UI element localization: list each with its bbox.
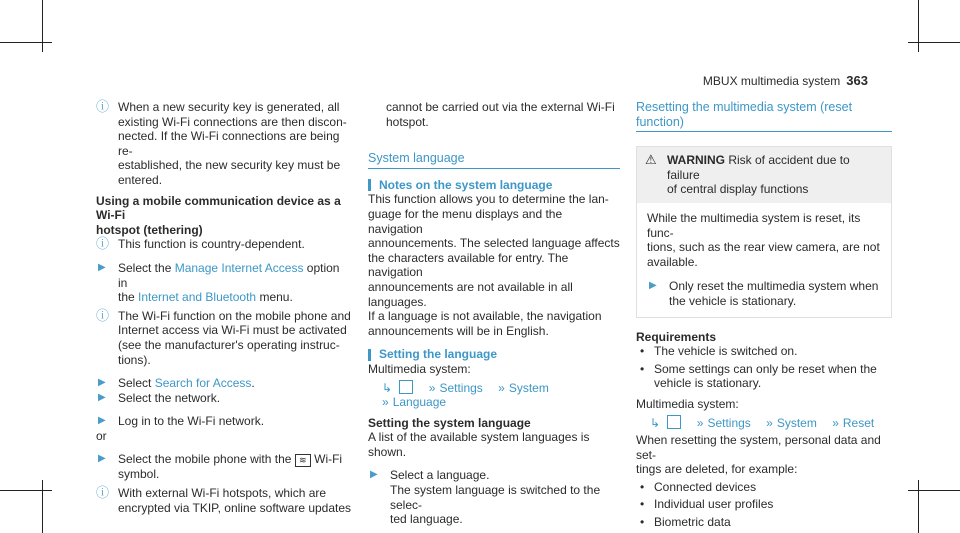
bullet-icon: • [640,497,645,512]
subsection-title [368,347,620,362]
requirements-heading: Requirements [636,329,717,344]
reset-paragraph [636,433,892,477]
crop-mark [908,42,960,43]
step-arrow-icon: ▶ [98,261,106,273]
crop-mark [918,480,919,533]
text: Select the mobile phone with the [118,452,295,467]
info-icon: ⓘ [96,485,110,501]
text: menu. [256,290,293,305]
list-item [636,344,892,359]
step-arrow-icon: ▶ [98,391,106,403]
text-line: nected. If the Wi‑Fi connections are being re- [118,129,340,158]
text-line: While the multimedia system is reset, its func- [647,210,861,240]
double-chevron-icon: » [832,415,839,430]
crop-mark [42,0,43,52]
text-line: Select a language. [390,468,490,483]
text-line: The system language is switched to the selec- [390,483,601,512]
header-title: MBUX multimedia system [702,74,841,88]
warning-box [636,146,892,317]
column-middle [368,100,620,527]
step [96,391,352,406]
text-line: When a new security key is generated, all [118,100,340,114]
menu-option-link[interactable]: Search for Access [154,376,252,391]
heading-line: hotspot (tethering) [96,222,203,237]
warning-icon: ⚠ [645,152,657,168]
section-heading [96,194,352,238]
warning-header [637,147,891,203]
menu-path [636,415,892,431]
text-line: When resetting the system, personal data and set- [636,433,881,462]
crop-mark [0,490,52,491]
warning-label: WARNING [667,153,725,168]
text-line: established, the new security key must be [118,158,341,173]
text-line: (see the manufacturer's operating instruc- [118,337,340,352]
path-item-settings[interactable]: Settings [707,415,751,430]
double-chevron-icon: » [696,415,704,430]
step [96,376,352,391]
double-chevron-icon: » [382,395,389,410]
multimedia-label: Multimedia system: [636,396,739,411]
crop-mark [918,0,919,52]
page-number: 363 [846,73,868,88]
text: Select the network. [118,390,221,405]
column-left [96,100,352,515]
text: Wi‑Fi [310,452,343,467]
text-line: encrypted via TKIP, online software updates [118,500,352,515]
step [96,261,352,305]
text-line: With external Wi‑Fi hotspots, which are [118,486,327,501]
text-line: A list of the available system languages is shown. [368,430,590,459]
text: the [118,290,139,305]
path-item-system[interactable]: System [776,415,817,430]
title-bar [368,349,371,361]
path-item-system[interactable]: System [508,380,549,395]
text-line: available. [647,254,698,269]
section-title: Resetting the multimedia system (reset function) [636,100,892,132]
home-icon [667,415,681,429]
text-line: of central display functions [667,182,809,197]
subsection-title [368,178,620,193]
list-item [636,362,892,391]
text-line: cannot be carried out via the external Wi‑Fi [386,100,615,114]
menu-path [368,380,620,396]
text-line: the characters available for entry. The navigation [368,250,569,280]
path-item-reset[interactable]: Reset [842,415,875,430]
double-chevron-icon: » [766,415,773,430]
notes-paragraph [368,192,620,338]
heading-line: Using a mobile communication device as a Wi‑Fi [96,193,341,223]
bullet-icon: • [640,479,645,494]
warning-body [637,203,891,317]
text-line: tions, such as the rear view camera, are not [647,240,880,255]
text-line: existing Wi‑Fi connections are then discon- [118,114,347,129]
text-line: The vehicle is switched on. [654,344,798,359]
double-chevron-icon: » [428,380,436,395]
text-line: Individual user profiles [654,497,774,512]
bullet-icon: • [640,361,645,376]
text: Select [118,376,155,391]
step [368,468,620,526]
text-line: Connected devices [654,479,757,494]
text-line: Internet access via Wi‑Fi must be activated [118,323,347,338]
home-icon [399,380,413,394]
text-line: If a language is not available, the navigation [368,309,602,324]
info-note [96,309,352,367]
text-line: This function allows you to determine the lan- [368,192,609,207]
text-line: symbol. [118,467,160,482]
text-line: Some settings can only be reset when the [654,361,877,376]
continued-text [368,100,620,129]
info-note [96,486,352,515]
section-title: System language [368,151,620,169]
text-line: Biometric data [654,515,731,530]
menu-link[interactable]: Internet and Bluetooth [138,290,257,305]
text: Select the [118,260,175,275]
list-item [636,515,892,530]
subsection-title-text: Setting the language [379,347,498,362]
title-bar [368,179,371,191]
text-line: the vehicle is stationary. [669,293,797,308]
path-arrow-icon: ↳ [650,415,661,430]
text-line: hotspot. [386,114,429,129]
text-line: announcements. The selected language affects [368,236,620,251]
step-arrow-icon: ▶ [98,377,106,389]
path-item-settings[interactable]: Settings [439,380,483,395]
step [96,452,352,482]
path-arrow-icon: ↳ [382,380,393,395]
step-arrow-icon: ▶ [649,280,657,292]
column-right [636,100,892,530]
multimedia-label: Multimedia system: [368,361,471,376]
info-note [96,100,352,188]
text: Log in to the Wi‑Fi network. [118,414,265,429]
text-line: tions). [118,352,151,367]
bullet-icon: • [640,515,645,530]
text-line: announcements will be in English. [368,323,549,338]
text: option in [118,260,340,290]
text-line: ted language. [390,512,463,527]
path-item-language[interactable]: Language [392,395,447,410]
double-chevron-icon: » [498,380,505,395]
step-arrow-icon: ▶ [98,453,106,465]
info-icon: ⓘ [96,236,110,252]
subsection-title-text: Notes on the system language [379,177,553,192]
page-header [703,74,868,89]
wifi-icon: ≋ [295,454,311,467]
step [96,414,352,429]
step [647,279,881,308]
bullet-icon: • [640,344,645,359]
bold-heading: Setting the system language [368,415,531,430]
text-line: Only reset the multimedia system when [669,279,879,294]
step-arrow-icon: ▶ [370,469,378,481]
list-item [636,480,892,495]
text-line: This function is country-dependent. [118,237,305,252]
text-line: vehicle is stationary. [654,376,762,391]
menu-path [368,395,620,410]
info-icon: ⓘ [96,307,110,323]
info-icon: ⓘ [96,99,110,114]
or-text: or [96,428,107,443]
crop-mark [908,490,960,491]
menu-option-link[interactable]: Manage Internet Access [174,260,304,275]
step-arrow-icon: ▶ [98,415,106,427]
list-item [636,497,892,512]
crop-mark [0,42,52,43]
text: Risk of accident due to failure [667,153,850,182]
text-line: The Wi‑Fi function on the mobile phone and [118,308,351,323]
text-line: tings are deleted, for example: [636,462,798,477]
text-line: announcements are not available in all languages. [368,279,573,309]
crop-mark [42,480,43,533]
info-note [96,237,352,252]
text: . [251,376,255,391]
text-line: entered. [118,172,163,187]
text-line: guage for the menu displays and the navigation [368,206,563,236]
